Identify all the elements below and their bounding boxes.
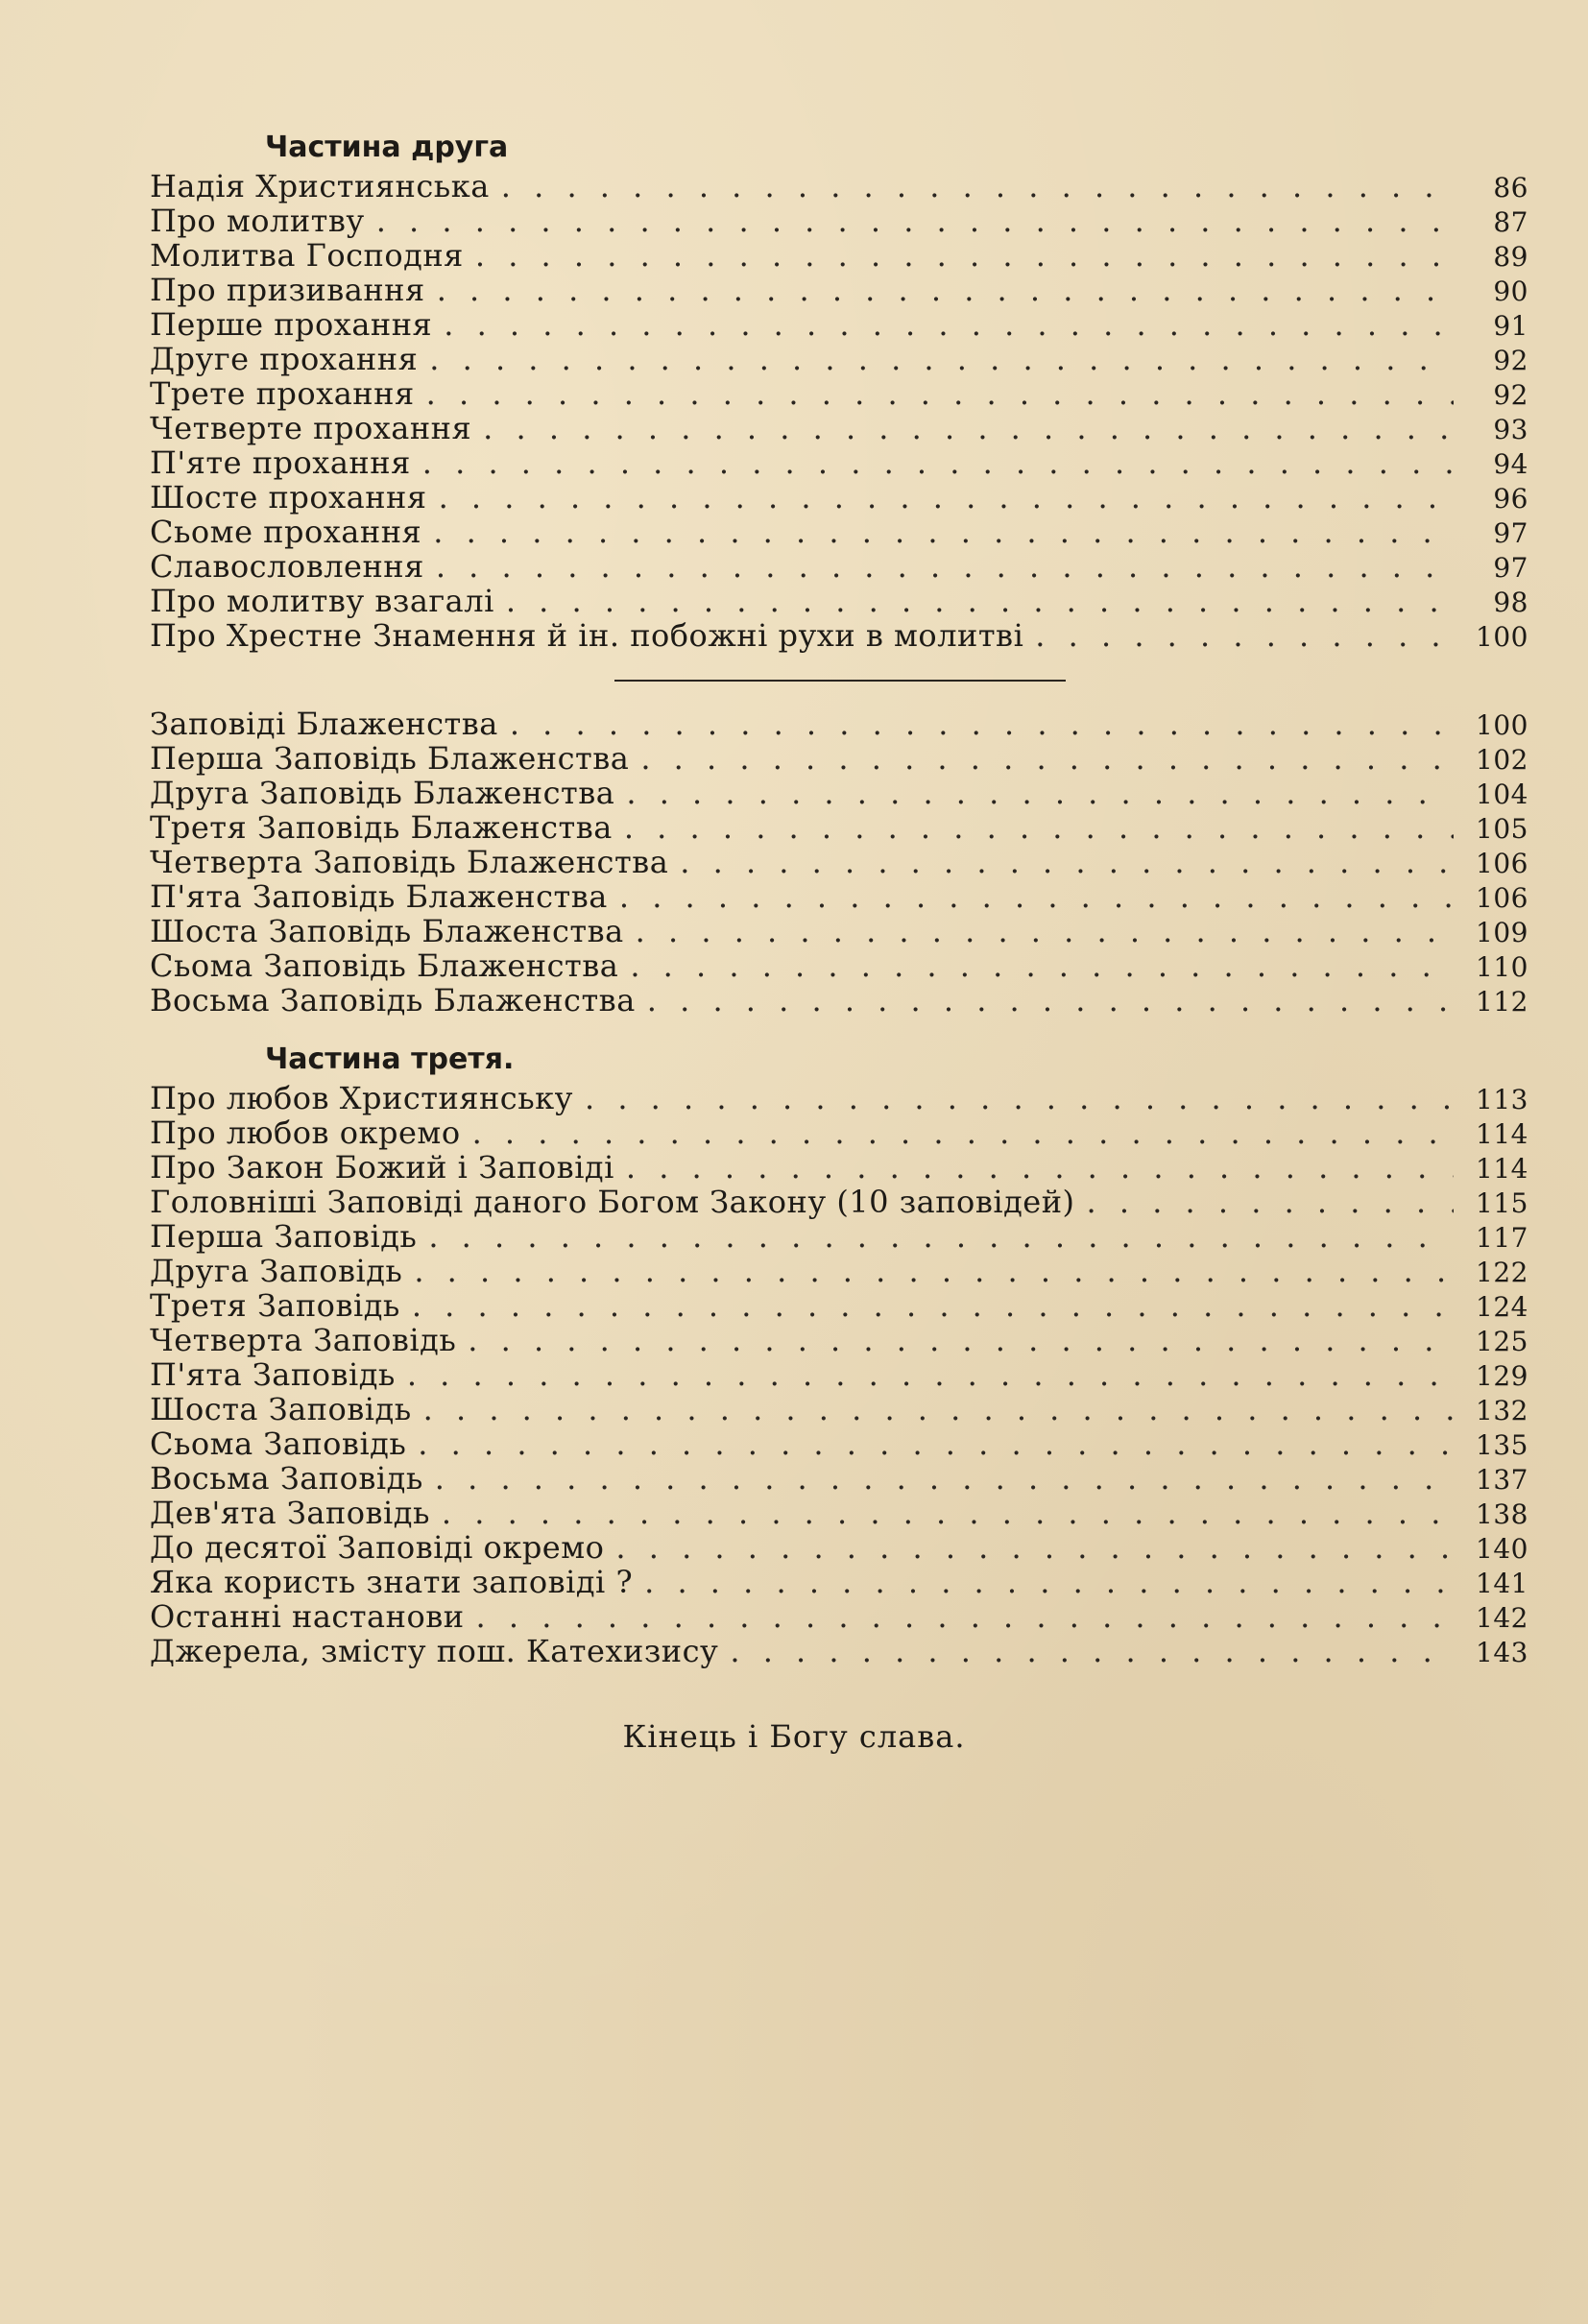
toc-entry [150,948,1528,983]
entry-title: Друге прохання [150,341,419,377]
entry-title: Восьма Заповідь [150,1460,423,1497]
toc-entry [150,1323,1528,1357]
dot-leader [640,741,1454,776]
entry-title: Про молитву [150,203,365,239]
toc-entry [150,810,1528,845]
dot-leader [428,1219,1454,1254]
entry-page-number: 105 [1476,813,1528,845]
entry-page-number: 87 [1493,206,1528,238]
entry-title: Сьома Заповідь Блаженства [150,947,619,984]
entry-page-number: 137 [1476,1464,1528,1496]
dot-leader [644,1565,1454,1599]
toc-entry [150,1461,1528,1496]
dot-leader [483,411,1454,445]
entry-page-number: 124 [1476,1291,1528,1323]
entry-page-number: 100 [1476,621,1528,653]
dot-leader [444,307,1454,342]
entry-title: Заповіді Блаженства [150,706,498,742]
entry-title: Друга Заповідь Блаженства [150,775,615,811]
toc-entry [150,515,1528,549]
entry-title: Восьма Заповідь Блаженства [150,982,636,1018]
entry-page-number: 102 [1476,744,1528,776]
entry-page-number: 90 [1493,276,1528,307]
entry-title: Четверте прохання [150,410,472,446]
entry-page-number: 92 [1493,345,1528,376]
entry-page-number: 112 [1476,986,1528,1018]
entry-page-number: 115 [1476,1187,1528,1219]
dot-leader [422,445,1454,480]
entry-title: Шосте прохання [150,479,427,515]
entry-page-number: 106 [1476,848,1528,879]
table-of-contents [150,127,1528,1668]
entry-page-number: 141 [1476,1568,1528,1599]
entry-page-number: 86 [1493,172,1528,204]
toc-entry [150,584,1528,618]
closing-line: Кінець і Богу слава. [622,1718,966,1755]
entry-title: Останні настанови [150,1598,465,1635]
toc-entry [150,879,1528,914]
entry-title: До десятої Заповіді окремо [150,1529,605,1566]
dot-leader [468,1323,1454,1357]
dot-leader [626,1150,1454,1185]
dot-leader [510,707,1454,741]
entry-page-number: 92 [1493,379,1528,411]
section-heading-part-two: Частина друга [265,131,509,164]
toc-entry [150,342,1528,376]
entry-title: Славословлення [150,548,424,585]
toc-entry [150,1530,1528,1565]
dot-leader [630,948,1454,983]
entry-page-number: 138 [1476,1498,1528,1530]
toc-entry [150,307,1528,342]
toc-entry [150,1565,1528,1599]
dot-leader [376,204,1454,238]
entry-page-number: 143 [1476,1637,1528,1668]
toc-entry [150,1496,1528,1530]
entry-page-number: 114 [1476,1153,1528,1185]
entry-title: Дев'ята Заповідь [150,1495,430,1531]
dot-leader [626,776,1454,810]
dot-leader [647,983,1454,1018]
toc-entry [150,445,1528,480]
entry-title: П'ята Заповідь [150,1356,396,1393]
entry-title: Про любов окремо [150,1114,461,1151]
dot-leader [412,1288,1454,1323]
dot-leader [414,1254,1454,1288]
entry-page-number: 104 [1476,779,1528,810]
dot-leader [501,169,1454,204]
entry-title: Сьома Заповідь [150,1426,407,1462]
toc-entry [150,914,1528,948]
dot-leader [407,1357,1454,1392]
dot-leader [1087,1185,1454,1219]
dot-leader [506,584,1454,618]
dot-leader [472,1115,1454,1150]
dot-leader [636,914,1454,948]
entry-title: Трете прохання [150,375,415,412]
entry-title: Друга Заповідь [150,1253,403,1289]
dot-leader [418,1426,1454,1461]
toc-entry [150,1185,1528,1219]
entry-page-number: 110 [1476,951,1528,983]
toc-entry [150,1599,1528,1634]
entry-page-number: 94 [1493,448,1528,480]
dot-leader [624,810,1454,845]
section-divider [614,680,1066,682]
toc-entry [150,273,1528,307]
entry-title: Перша Заповідь Блаженства [150,740,630,777]
toc-entry [150,1392,1528,1426]
entry-page-number: 100 [1476,709,1528,741]
dot-leader [680,845,1454,879]
entry-title: Третя Заповідь [150,1287,400,1324]
toc-entry [150,1426,1528,1461]
entry-page-number: 129 [1476,1360,1528,1392]
entry-title: П'яте прохання [150,444,411,481]
toc-entry [150,1254,1528,1288]
entry-page-number: 117 [1476,1222,1528,1254]
toc-entry [150,983,1528,1018]
toc-entry [150,376,1528,411]
entry-page-number: 122 [1476,1257,1528,1288]
toc-entry [150,741,1528,776]
entry-page-number: 113 [1476,1084,1528,1115]
entry-page-number: 114 [1476,1118,1528,1150]
dot-leader [433,515,1454,549]
toc-entry [150,1150,1528,1185]
entry-page-number: 106 [1476,882,1528,914]
dot-leader [435,1461,1454,1496]
dot-leader [439,480,1454,515]
toc-entry [150,411,1528,445]
toc-entry [150,1634,1528,1668]
section-heading-part-three: Частина третя. [265,1042,515,1076]
entry-page-number: 91 [1493,310,1528,342]
entry-page-number: 89 [1493,241,1528,273]
toc-entry [150,1357,1528,1392]
dot-leader [730,1634,1454,1668]
entry-page-number: 125 [1476,1326,1528,1357]
entry-title: Шоста Заповідь [150,1391,412,1427]
entry-page-number: 96 [1493,483,1528,515]
entry-page-number: 97 [1493,552,1528,584]
toc-entry [150,204,1528,238]
entry-title: Сьоме прохання [150,514,422,550]
toc-entry [150,776,1528,810]
dot-leader [619,879,1454,914]
toc-entry [150,618,1528,653]
toc-entry [150,1288,1528,1323]
toc-entry [150,845,1528,879]
dot-leader [1035,618,1454,653]
entry-title: Третя Заповідь Блаженства [150,809,613,846]
entry-title: Про призивання [150,272,425,308]
toc-entry [150,238,1528,273]
entry-title: Молитва Господня [150,237,464,274]
entry-page-number: 140 [1476,1533,1528,1565]
entry-page-number: 97 [1493,517,1528,549]
entry-title: Головніші Заповіді даного Богом Закону (10 заповідей) [150,1184,1075,1220]
entry-title: Про Хрестне Знамення й ін. побожні рухи в молитві [150,617,1024,654]
dot-leader [426,376,1454,411]
toc-entry [150,707,1528,741]
entry-title: Надія Християнська [150,168,490,204]
entry-title: Про молитву взагалі [150,583,494,619]
dot-leader [475,238,1454,273]
dot-leader [423,1392,1454,1426]
entry-title: Четверта Заповідь Блаженства [150,844,669,880]
entry-page-number: 132 [1476,1395,1528,1426]
dot-leader [615,1530,1454,1565]
entry-title: Про любов Християнську [150,1080,573,1116]
entry-title: Четверта Заповідь [150,1322,457,1358]
toc-entry [150,1115,1528,1150]
entry-page-number: 98 [1493,587,1528,618]
dot-leader [442,1496,1454,1530]
entry-title: Джерела, змісту пош. Катехизису [150,1633,719,1669]
entry-title: Яка користь знати заповіді ? [150,1564,634,1600]
dot-leader [429,342,1454,376]
entry-title: Перше прохання [150,306,433,343]
entry-page-number: 93 [1493,414,1528,445]
toc-entry [150,1219,1528,1254]
dot-leader [585,1081,1454,1115]
dot-leader [436,549,1454,584]
entry-page-number: 135 [1476,1429,1528,1461]
entry-page-number: 109 [1476,917,1528,948]
toc-entry [150,169,1528,204]
toc-entry [150,1081,1528,1115]
dot-leader [476,1599,1454,1634]
entry-title: Про Закон Божий і Заповіді [150,1149,614,1186]
entry-page-number: 142 [1476,1602,1528,1634]
section-gap [150,1018,1528,1039]
toc-entry [150,549,1528,584]
entry-title: Перша Заповідь [150,1218,418,1255]
toc-entry [150,480,1528,515]
dot-leader [437,273,1454,307]
entry-title: Шоста Заповідь Блаженства [150,913,624,949]
entry-title: П'ята Заповідь Блаженства [150,878,608,915]
